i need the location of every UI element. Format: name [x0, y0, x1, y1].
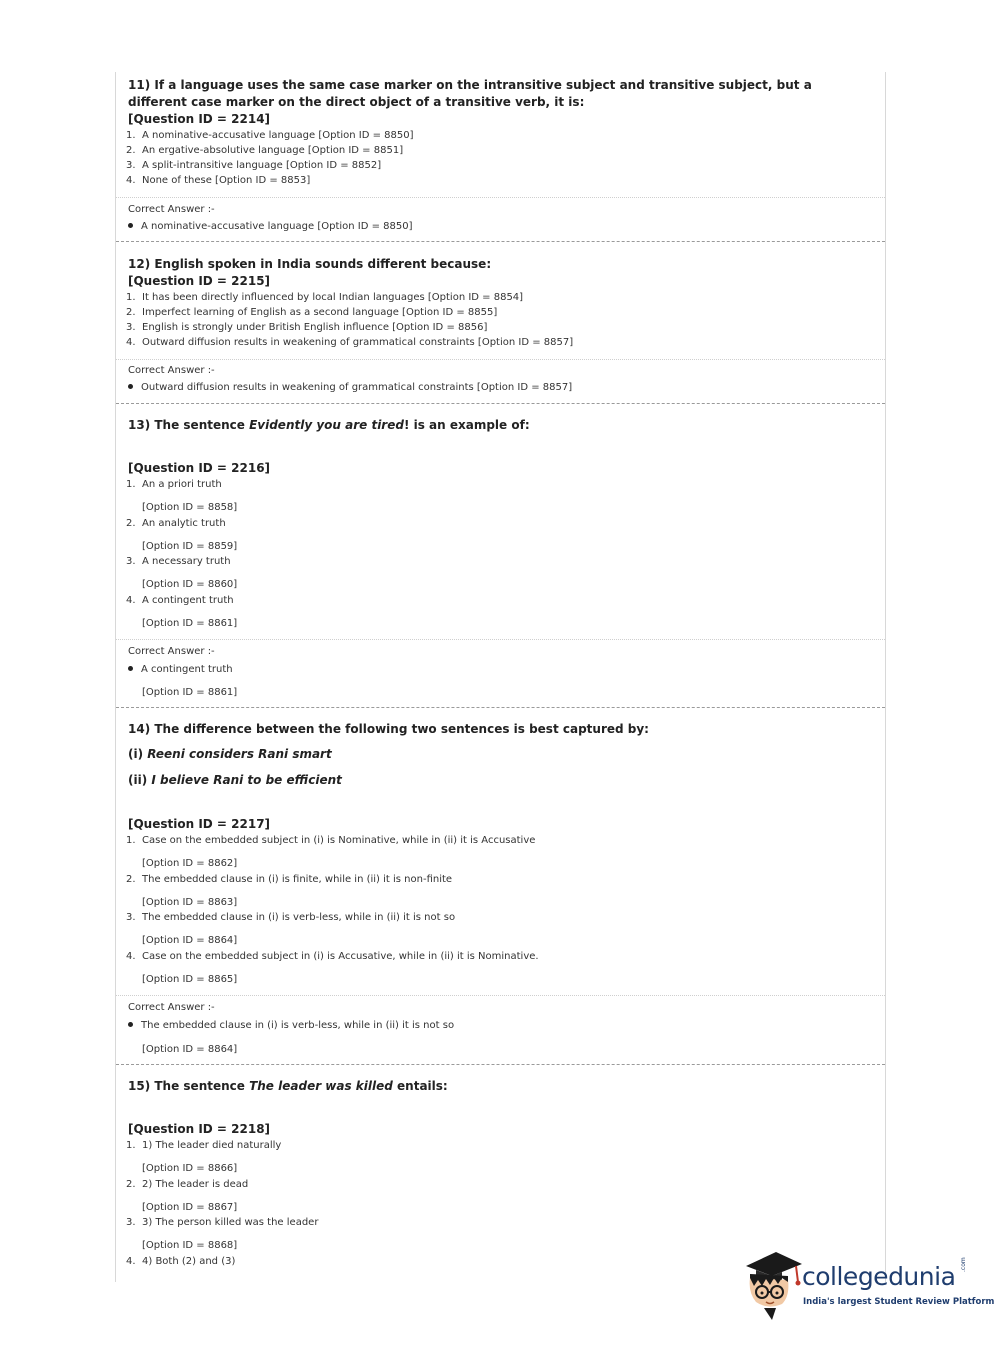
bullet-icon — [128, 223, 133, 228]
bullet-icon — [128, 384, 133, 389]
divider — [116, 995, 885, 996]
question-11 — [116, 72, 885, 242]
option-4: 4. 4) Both (2) and (3) — [126, 1256, 236, 1267]
option-1-id: [Option ID = 8866] — [142, 1163, 238, 1174]
correct-answer: A contingent truth — [128, 664, 233, 675]
correct-answer: Outward diffusion results in weakening of grammatical constraints [Option ID = 8857] — [128, 382, 572, 393]
correct-answer-id: [Option ID = 8864] — [142, 1044, 238, 1055]
option-3: 3. 3) The person killed was the leader — [126, 1217, 319, 1228]
correct-answer-label: Correct Answer :- — [128, 204, 215, 215]
question-title: 12) English spoken in India sounds different because: — [128, 257, 492, 271]
option-3-id: [Option ID = 8868] — [142, 1240, 238, 1251]
question-id: [Question ID = 2216] — [128, 461, 271, 475]
correct-answer-label: Correct Answer :- — [128, 1002, 215, 1013]
option-4-id: [Option ID = 8865] — [142, 974, 238, 985]
option-3-id: [Option ID = 8860] — [142, 579, 238, 590]
option-1: 1. 1) The leader died naturally — [126, 1140, 282, 1151]
option-4-id: [Option ID = 8861] — [142, 618, 238, 629]
graduate-mascot-icon — [742, 1248, 804, 1320]
option-4: 4. None of these [Option ID = 8853] — [126, 175, 311, 186]
option-2-id: [Option ID = 8863] — [142, 897, 238, 908]
option-2-id: [Option ID = 8867] — [142, 1202, 238, 1213]
divider — [116, 359, 885, 360]
option-1-id: [Option ID = 8862] — [142, 858, 238, 869]
question-title: 13) The sentence Evidently you are tired! is an example of: — [128, 418, 530, 432]
option-4: 4. Case on the embedded subject in (i) is Accusative, while in (ii) it is Nominative. — [126, 951, 539, 962]
collegedunia-logo[interactable] — [742, 1248, 995, 1320]
option-3: 3. English is strongly under British English influence [Option ID = 8856] — [126, 322, 488, 333]
option-3: 3. The embedded clause in (i) is verb-less, while in (ii) it is not so — [126, 912, 456, 923]
question-title: 14) The difference between the following two sentences is best captured by: — [128, 722, 649, 736]
correct-answer-id: [Option ID = 8861] — [142, 687, 238, 698]
option-2: 2. 2) The leader is dead — [126, 1179, 249, 1190]
logo-name: collegedunia — [802, 1262, 956, 1291]
option-2: 2. Imperfect learning of English as a second language [Option ID = 8855] — [126, 307, 498, 318]
logo-tagline: India's largest Student Review Platform — [803, 1297, 995, 1307]
question-id: [Question ID = 2218] — [128, 1122, 271, 1136]
divider — [116, 197, 885, 198]
sentence-ii: (ii) I believe Rani to be efficient — [128, 773, 342, 787]
option-1-id: [Option ID = 8858] — [142, 502, 238, 513]
question-id: [Question ID = 2214] — [128, 112, 271, 126]
option-1: 1. A nominative-accusative language [Option ID = 8850] — [126, 130, 414, 141]
question-id: [Question ID = 2217] — [128, 817, 271, 831]
question-14 — [116, 708, 885, 1065]
question-12 — [116, 242, 885, 404]
correct-answer-label: Correct Answer :- — [128, 646, 215, 657]
correct-answer-label: Correct Answer :- — [128, 365, 215, 376]
correct-answer: The embedded clause in (i) is verb-less, while in (ii) it is not so — [128, 1020, 454, 1031]
option-2: 2. An analytic truth — [126, 518, 226, 529]
option-1: 1. An a priori truth — [126, 479, 222, 490]
question-title: 15) The sentence The leader was killed entails: — [128, 1079, 448, 1093]
option-4: 4. Outward diffusion results in weakening of grammatical constraints [Option ID = 8857] — [126, 337, 574, 348]
logo-suffix: .com — [960, 1257, 967, 1272]
correct-answer: A nominative-accusative language [Option ID = 8850] — [128, 221, 413, 232]
question-id: [Question ID = 2215] — [128, 274, 271, 288]
question-13 — [116, 404, 885, 708]
option-1: 1. It has been directly influenced by local Indian languages [Option ID = 8854] — [126, 292, 524, 303]
bullet-icon — [128, 666, 133, 671]
option-2: 2. The embedded clause in (i) is finite, while in (ii) it is non-finite — [126, 874, 453, 885]
option-3: 3. A necessary truth — [126, 556, 231, 567]
option-3-id: [Option ID = 8864] — [142, 935, 238, 946]
question-title: 11) If a language uses the same case marker on the intransitive subject and transitive subject, but a different case marker on the direct object of a transitive verb, it is: — [128, 78, 812, 109]
question-paper — [115, 72, 886, 1282]
option-3: 3. A split-intransitive language [Option ID = 8852] — [126, 160, 382, 171]
sentence-i: (i) Reeni considers Rani smart — [128, 747, 332, 761]
divider — [116, 639, 885, 640]
option-2: 2. An ergative-absolutive language [Option ID = 8851] — [126, 145, 404, 156]
option-4: 4. A contingent truth — [126, 595, 234, 606]
option-1: 1. Case on the embedded subject in (i) is Nominative, while in (ii) it is Accusative — [126, 835, 536, 846]
option-2-id: [Option ID = 8859] — [142, 541, 238, 552]
bullet-icon — [128, 1022, 133, 1027]
